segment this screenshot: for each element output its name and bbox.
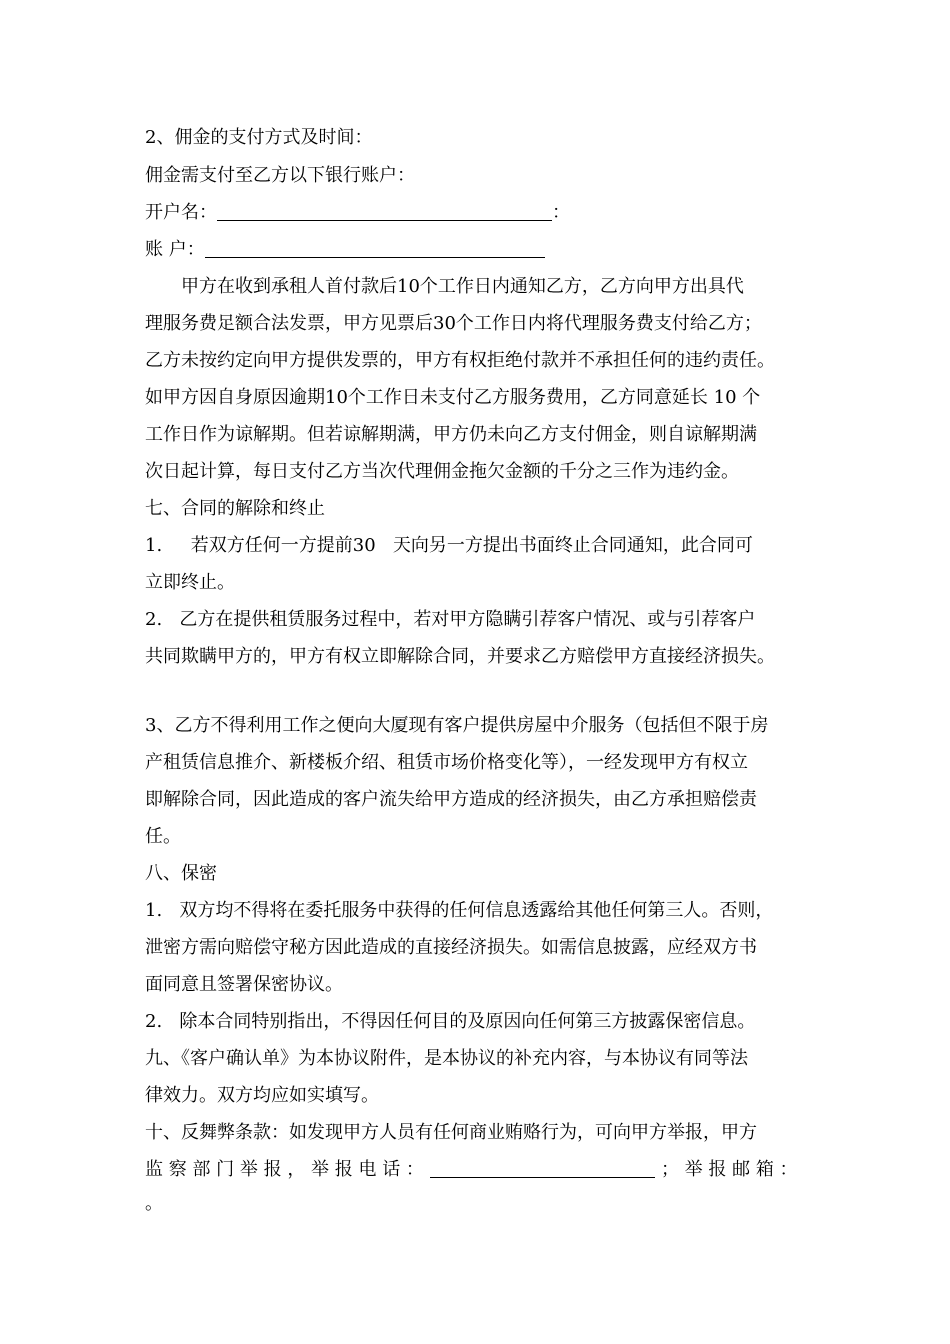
section-7-item-3-line: 产租赁信息推介、新楼板介绍、租赁市场价格变化等），一经发现甲方有权立 [145, 752, 748, 773]
payment-title: 2、佣金的支付方式及时间： [145, 127, 373, 148]
section-7-item-3-line: 3、乙方不得利用工作之便向大厦现有客户提供房屋中介服务（包括但不限于房 [145, 715, 769, 736]
report-email-label: ； 举 报 邮 箱 ： [660, 1159, 798, 1180]
payment-account-intro: 佣金需支付至乙方以下银行账户： [145, 165, 415, 186]
section-10-contact-row [145, 1156, 810, 1184]
invoice-paragraph-line: 次日起计算，每日支付乙方当次代理佣金拖欠金额的千分之三作为违约金。 [145, 461, 739, 482]
section-7-item-1-line: 1. 若双方任何一方提前30 天向另一方提出书面终止合同通知，此合同可 [145, 535, 753, 556]
account-number-label: 账 户： [145, 239, 205, 260]
invoice-paragraph-line: 工作日作为谅解期。但若谅解期满，甲方仍未向乙方支付佣金，则自谅解期满 [145, 424, 757, 445]
section-7-item-2-line: 共同欺瞒甲方的，甲方有权立即解除合同，并要求乙方赔偿甲方直接经济损失。 [145, 646, 775, 667]
section-8-item-1-line: 泄密方需向赔偿守秘方因此造成的直接经济损失。如需信息披露，应经双方书 [145, 937, 757, 958]
account-name-label: 开户名： [145, 202, 217, 223]
invoice-paragraph-line: 理服务费足额合法发票，甲方见票后30个工作日内将代理服务费支付给乙方； [145, 313, 762, 334]
section-9-line: 律效力。双方均应如实填写。 [145, 1085, 379, 1106]
section-7-item-2-line: 2. 乙方在提供租赁服务过程中，若对甲方隐瞒引荐客户情况、或与引荐客户 [145, 609, 756, 630]
invoice-paragraph-line: 乙方未按约定向甲方提供发票的，甲方有权拒绝付款并不承担任何的违约责任。 [145, 350, 775, 371]
invoice-paragraph-line: 如甲方因自身原因逾期10个工作日未支付乙方服务费用，乙方同意延长 10 个 [145, 387, 761, 408]
section-8-title: 八、保密 [145, 863, 217, 884]
section-7-item-3-line: 即解除合同，因此造成的客户流失给甲方造成的经济损失，由乙方承担赔偿责 [145, 789, 757, 810]
section-7-title: 七、合同的解除和终止 [145, 498, 325, 519]
section-10-end: 。 [145, 1193, 163, 1214]
account-name-blank [217, 202, 552, 221]
account-number-row [145, 236, 810, 264]
account-name-row [145, 199, 810, 227]
section-10-line: 十、反舞弊条款：如发现甲方人员有任何商业贿赂行为，可向甲方举报，甲方 [145, 1122, 757, 1143]
account-number-blank [205, 239, 545, 258]
report-phone-blank [430, 1159, 655, 1178]
section-7-item-1-line: 立即终止。 [145, 572, 235, 593]
section-7-item-3-line: 任。 [145, 826, 181, 847]
section-8-item-2: 2. 除本合同特别指出，不得因任何目的及原因向任何第三方披露保密信息。 [145, 1011, 756, 1032]
section-8-item-1-line: 面同意且签署保密协议。 [145, 974, 343, 995]
invoice-paragraph-line: 甲方在收到承租人首付款后10个工作日内通知乙方，乙方向甲方出具代 [181, 276, 744, 297]
section-8-item-1-line: 1. 双方均不得将在委托服务中获得的任何信息透露给其他任何第三人。否则， [145, 900, 774, 921]
account-name-suffix: ： [552, 202, 570, 223]
section-9-line: 九、《客户确认单》为本协议附件，是本协议的补充内容，与本协议有同等法 [145, 1048, 748, 1069]
report-phone-label: 监 察 部 门 举 报 ， 举 报 电 话 ： [145, 1159, 424, 1180]
